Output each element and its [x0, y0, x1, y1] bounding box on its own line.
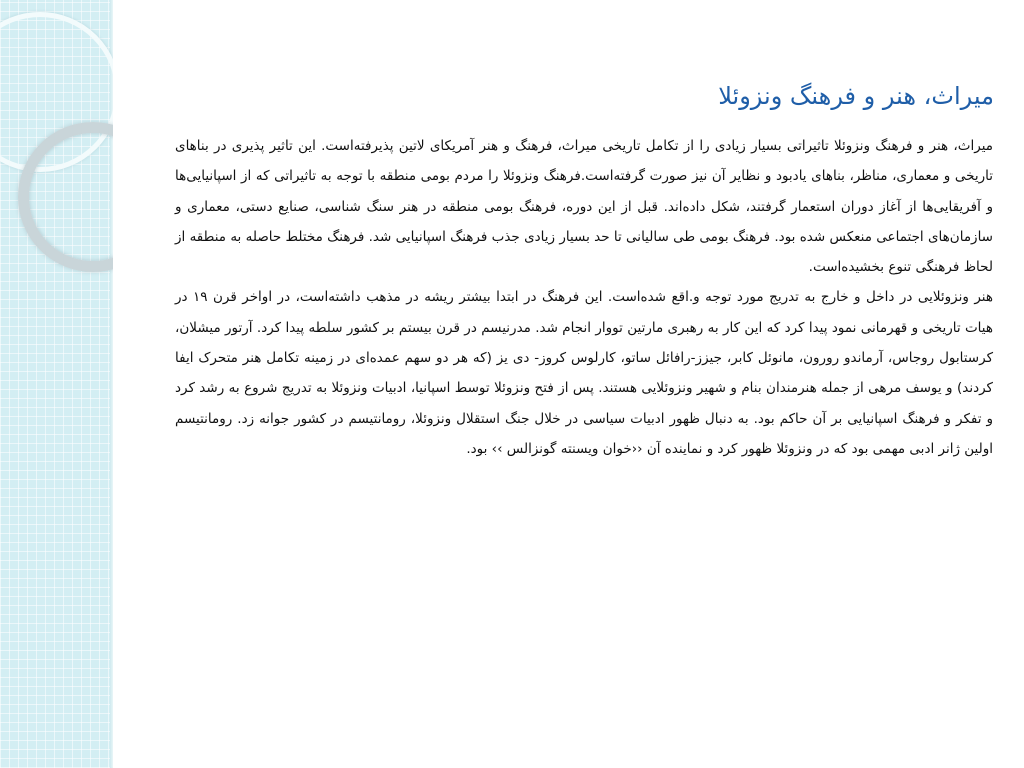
paragraph-heritage: میراث، هنر و فرهنگ ونزوئلا تاثیراتی بسیار زیادی را از تکامل تاریخی میراث، فرهنگ و هنر آمریکای لاتین پذیرفته‌است. این تاثیر پذیری در بناهای تاریخی و معماری، مناظر، بناهای یادبود و نظایر آن نیز صورت گرفته‌است.فرهنگ ونزوئلا را مردم بومی منطقه با توجه به تاثیراتی که از اسپانیایی‌ها و آفریقایی‌ها از آغاز دوران استعمار گرفتند، شکل داده‌اند. قبل از این دوره، فرهنگ بومی منطقه در هنر سنگ شناسی، صنایع دستی، معماری و سازمان‌های اجتماعی منعکس شده بود. فرهنگ بومی طی سالیانی تا حد بسیار زیادی جذب فرهنگ اسپانیایی شد. فرهنگ مختلط حاصله به منطقه از لحاظ فرهنگی تنوع بخشیده‌است. — [175, 138, 993, 276]
paragraph-art-literature: هنر ونزوئلایی در داخل و خارج به تدریج مورد توجه و.اقع شده‌است. این فرهنگ در ابتدا بیشتر ریشه در مذهب داشته‌است، در اواخر قرن ۱۹ در هیات تاریخی و قهرمانی نمود پیدا کرد که این کار به رهبری مارتین تووار انجام شد. مدرنیسم در قرن بیستم بر کشور سلطه پیدا کرد. آرتور میشلان، کرستابول روجاس، آرماندو رورون، مانوئل کابر، جیزز-رافائل ساتو، کارلوس کروز- دی یز (که هر دو سهم عمده‌ای در زمینه تکامل هنر متحرک ایفا کردند) و یوسف مرهی از جمله هنرمندان بنام و شهیر ونزوئلایی هستند. پس از فتح ونزوئلا توسط اسپانیا، ادبیات ونزوئلا به تدریج شروع به رشد کرد و تفکر و فرهنگ اسپانیایی بر آن حاکم بود. به دنبال ظهور ادبیات سیاسی در خلال جنگ استقلال ونزوئلا، رومانتیسم در کشور جوانه زد. رومانتیسم اولین ژانر ادبی مهمی بود که در ونزوئلا ظهور کرد و نماینده آن ‹‹خوان ویسنته گونزالس ›› بود. — [175, 289, 993, 457]
slide-title: میراث، هنر و فرهنگ ونزوئلا — [718, 82, 994, 110]
slide-body — [175, 131, 993, 464]
decorative-ring-mask — [113, 0, 173, 300]
